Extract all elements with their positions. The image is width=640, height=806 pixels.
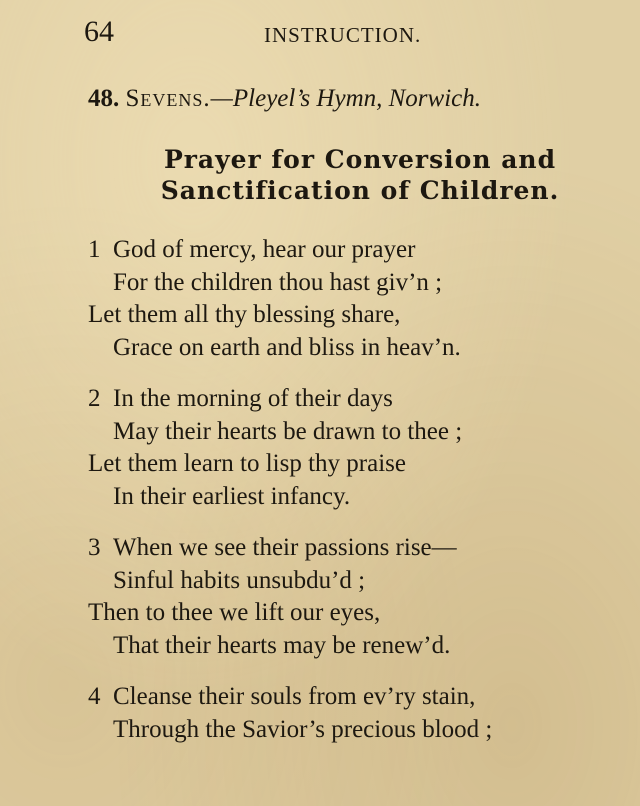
page-number: 64 bbox=[84, 15, 114, 48]
hymn-meter: Sevens. bbox=[125, 85, 211, 112]
verse-line: When we see their passions rise— bbox=[113, 534, 457, 561]
verse-line: In the morning of their days bbox=[113, 385, 393, 412]
running-head: INSTRUCTION. bbox=[264, 23, 422, 47]
stanza-number: 2 bbox=[88, 385, 101, 412]
verse-line: Let them all thy blessing share, bbox=[88, 301, 401, 328]
verse-line: That their hearts may be renew’d. bbox=[113, 632, 451, 659]
verse-line: Grace on earth and bliss in heav’n. bbox=[113, 334, 461, 361]
verse-line: Then to thee we lift our eyes, bbox=[88, 599, 381, 626]
verse-line: May their hearts be drawn to thee ; bbox=[113, 418, 463, 445]
verse-line: God of mercy, hear our prayer bbox=[113, 236, 416, 263]
verse-line: In their earliest infancy. bbox=[113, 483, 351, 510]
hymn-title-line-1: Prayer for Conversion and bbox=[163, 145, 557, 174]
hymn-header bbox=[88, 84, 481, 114]
stanza-number: 4 bbox=[88, 683, 101, 710]
verse-line: Sinful habits unsubdu’d ; bbox=[113, 567, 366, 594]
stanza-number: 3 bbox=[88, 534, 101, 561]
verse-line: Cleanse their souls from ev’ry stain, bbox=[113, 683, 476, 710]
hymn-title-line-2: Sanctification of Children. bbox=[160, 176, 560, 205]
stanza-number: 1 bbox=[88, 236, 101, 263]
hymn-number: 48. bbox=[88, 85, 120, 112]
hymn-tunes: —Pleyel’s Hymn, Norwich. bbox=[210, 85, 481, 112]
verse-line: Let them learn to lisp thy praise bbox=[88, 450, 406, 477]
verse-line: Through the Savior’s precious blood ; bbox=[113, 716, 493, 743]
verse-line: For the children thou hast giv’n ; bbox=[113, 269, 443, 296]
